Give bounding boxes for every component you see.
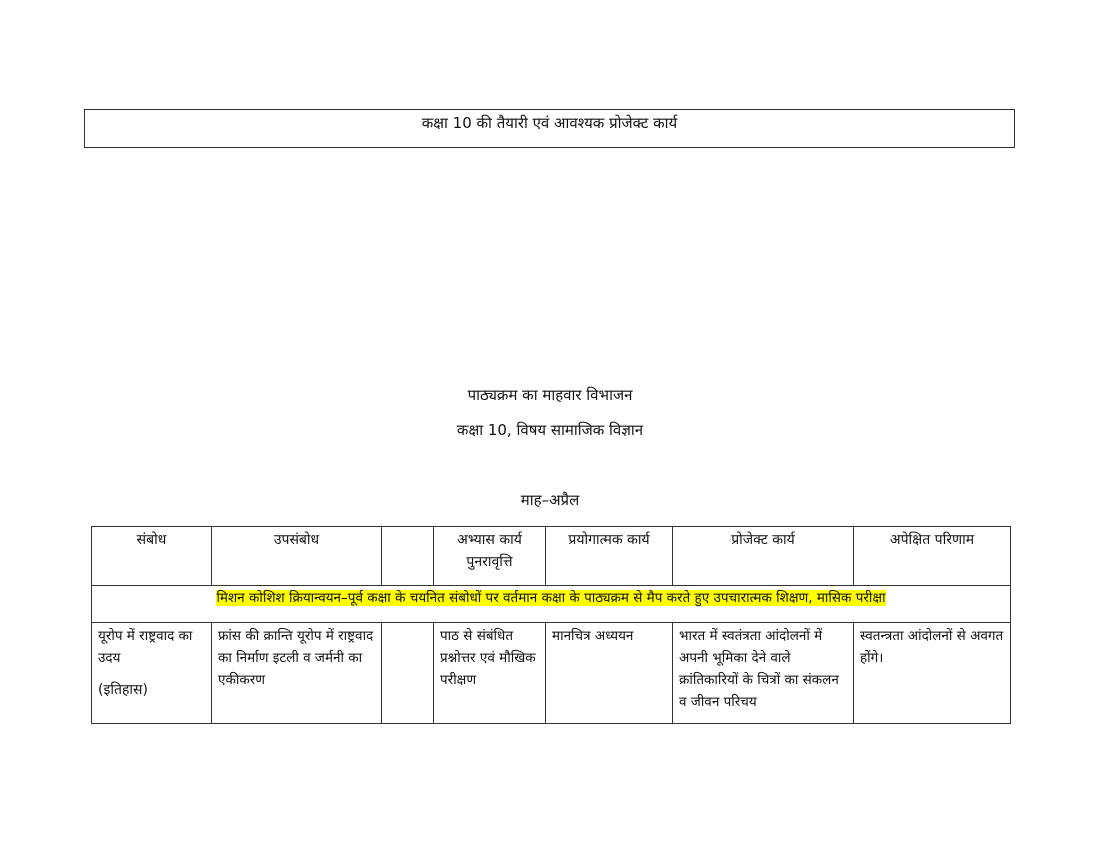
- table-header-row: [92, 527, 1011, 586]
- column-header-blank: [382, 527, 434, 586]
- syllabus-heading: पाठ्यक्रम का माहवार विभाजन: [467, 386, 633, 404]
- column-header-practice: अभ्यास कार्य पुनरावृत्ति: [434, 527, 546, 586]
- column-header-subconcept: उपसंबोध: [212, 527, 382, 586]
- column-header-experimental: प्रयोगात्मक कार्य: [546, 527, 673, 586]
- blank-cell: [382, 623, 434, 724]
- column-header-concept: संबोध: [92, 527, 212, 586]
- concept-text: यूरोप में राष्ट्रवाद का उदय: [98, 628, 193, 666]
- outcome-cell: स्वतन्त्रता आंदोलनों से अवगत होंगे।: [854, 623, 1011, 724]
- column-header-outcome: अपेक्षित परिणाम: [854, 527, 1011, 586]
- column-header-project: प्रोजेक्ट कार्य: [673, 527, 854, 586]
- subject-tag: (इतिहास): [98, 682, 148, 698]
- practice-cell: पाठ से संबंधित प्रश्नोत्तर एवं मौखिक परीक्षण: [434, 623, 546, 724]
- mission-cell: [92, 586, 1011, 623]
- concept-cell: [92, 623, 212, 724]
- month-heading: माह–अप्रैल: [520, 491, 580, 509]
- syllabus-table: [91, 526, 1011, 724]
- mission-text: मिशन कोशिश क्रियान्वयन–पूर्व कक्षा के चयनित संबोधों पर वर्तमान कक्षा के पाठ्यक्रम से मैप करते हुए उपचारात्मक शिक्षण, मासिक परीक्षा: [216, 590, 886, 606]
- table-row: [92, 623, 1011, 724]
- experimental-cell: मानचित्र अध्ययन: [546, 623, 673, 724]
- project-cell: भारत में स्वतंत्रता आंदोलनों में अपनी भूमिका देने वाले क्रांतिकारियों के चित्रों का संकलन व जीवन परिचय: [673, 623, 854, 724]
- document-title: कक्षा 10 की तैयारी एवं आवश्यक प्रोजेक्ट कार्य: [84, 109, 1015, 148]
- class-subject-heading: कक्षा 10, विषय सामाजिक विज्ञान: [456, 421, 644, 439]
- mission-row: [92, 586, 1011, 623]
- subconcept-cell: फ्रांस की क्रान्ति यूरोप में राष्ट्रवाद का निर्माण इटली व जर्मनी का एकीकरण: [212, 623, 382, 724]
